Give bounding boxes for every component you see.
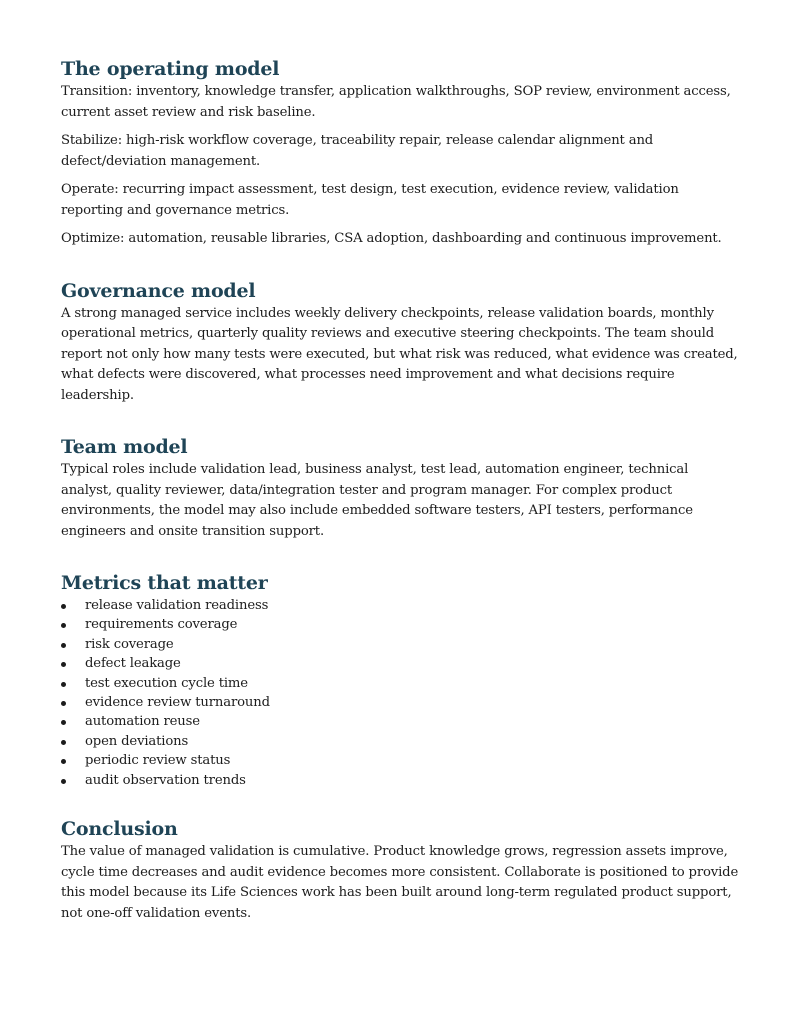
governance-paragraph: A strong managed service includes weekly delivery checkpoints, release validation boards, monthly operational metrics, quarterly quality reviews and executive steering checkpoints. The team should report not only how many tests were executed, but what risk was reduced, what evidence was created, what defects were discovered, what processes need improvement and what decisions require leadership. <box>61 305 738 403</box>
metric-label: periodic review status <box>85 753 231 769</box>
metric-label: evidence review turnaround <box>85 695 270 711</box>
operating-operate-paragraph: Operate: recurring impact assessment, test design, test execution, evidence review, validation reporting and governance metrics. <box>61 182 679 218</box>
list-item <box>61 771 741 790</box>
metric-label: audit observation trends <box>85 772 246 788</box>
list-item <box>61 615 741 634</box>
heading-team-model: Team model <box>61 436 188 458</box>
list-item <box>61 654 741 673</box>
bullet-icon <box>61 662 66 667</box>
operating-transition-paragraph: Transition: inventory, knowledge transfer, application walkthroughs, SOP review, environment access, current asset review and risk baseline. <box>61 84 731 120</box>
heading-governance-model: Governance model <box>61 279 256 302</box>
list-item <box>61 693 741 712</box>
document-page <box>61 56 741 952</box>
list-item <box>61 596 741 615</box>
conclusion-paragraph: The value of managed validation is cumulative. Product knowledge grows, regression assets improve, cycle time decreases and audit evidence becomes more consistent. Collaborate is positioned to provide this model because its Life Sciences work has been built around long-term regulated product support, not one-off validation events. <box>61 844 739 921</box>
section-team-model <box>61 434 741 542</box>
list-item <box>61 674 741 693</box>
bullet-icon <box>61 623 66 628</box>
section-operating-model <box>61 56 741 250</box>
metric-label: automation reuse <box>85 714 200 730</box>
metrics-list <box>61 596 741 790</box>
bullet-icon <box>61 720 66 725</box>
heading-metrics: Metrics that matter <box>61 572 268 594</box>
metric-label: test execution cycle time <box>85 675 248 691</box>
list-item <box>61 712 741 731</box>
heading-operating-model: The operating model <box>61 58 280 80</box>
bullet-icon <box>61 682 66 687</box>
bullet-icon <box>61 604 66 609</box>
metric-label: risk coverage <box>85 636 174 652</box>
list-item <box>61 732 741 751</box>
heading-conclusion: Conclusion <box>61 818 178 841</box>
section-metrics <box>61 570 741 790</box>
operating-optimize-paragraph: Optimize: automation, reusable libraries, CSA adoption, dashboarding and continuous improvement. <box>61 231 722 246</box>
team-paragraph: Typical roles include validation lead, business analyst, test lead, automation engineer, technical analyst, quality reviewer, data/integration tester and program manager. For complex product environments, the model may also include embedded software testers, API testers, performance engineers and onsite transition support. <box>61 462 693 539</box>
list-item <box>61 635 741 654</box>
bullet-icon <box>61 643 66 648</box>
list-item <box>61 751 741 770</box>
bullet-icon <box>61 701 66 706</box>
operating-stabilize-paragraph: Stabilize: high-risk workflow coverage, traceability repair, release calendar alignment and defect/deviation management. <box>61 133 654 169</box>
metric-label: open deviations <box>85 733 189 749</box>
metric-label: release validation readiness <box>85 598 269 613</box>
metric-label: defect leakage <box>85 656 181 672</box>
metric-label: requirements coverage <box>85 617 238 633</box>
section-conclusion <box>61 816 741 924</box>
bullet-icon <box>61 740 66 745</box>
bullet-icon <box>61 779 66 784</box>
section-governance-model <box>61 278 741 407</box>
bullet-icon <box>61 759 66 764</box>
